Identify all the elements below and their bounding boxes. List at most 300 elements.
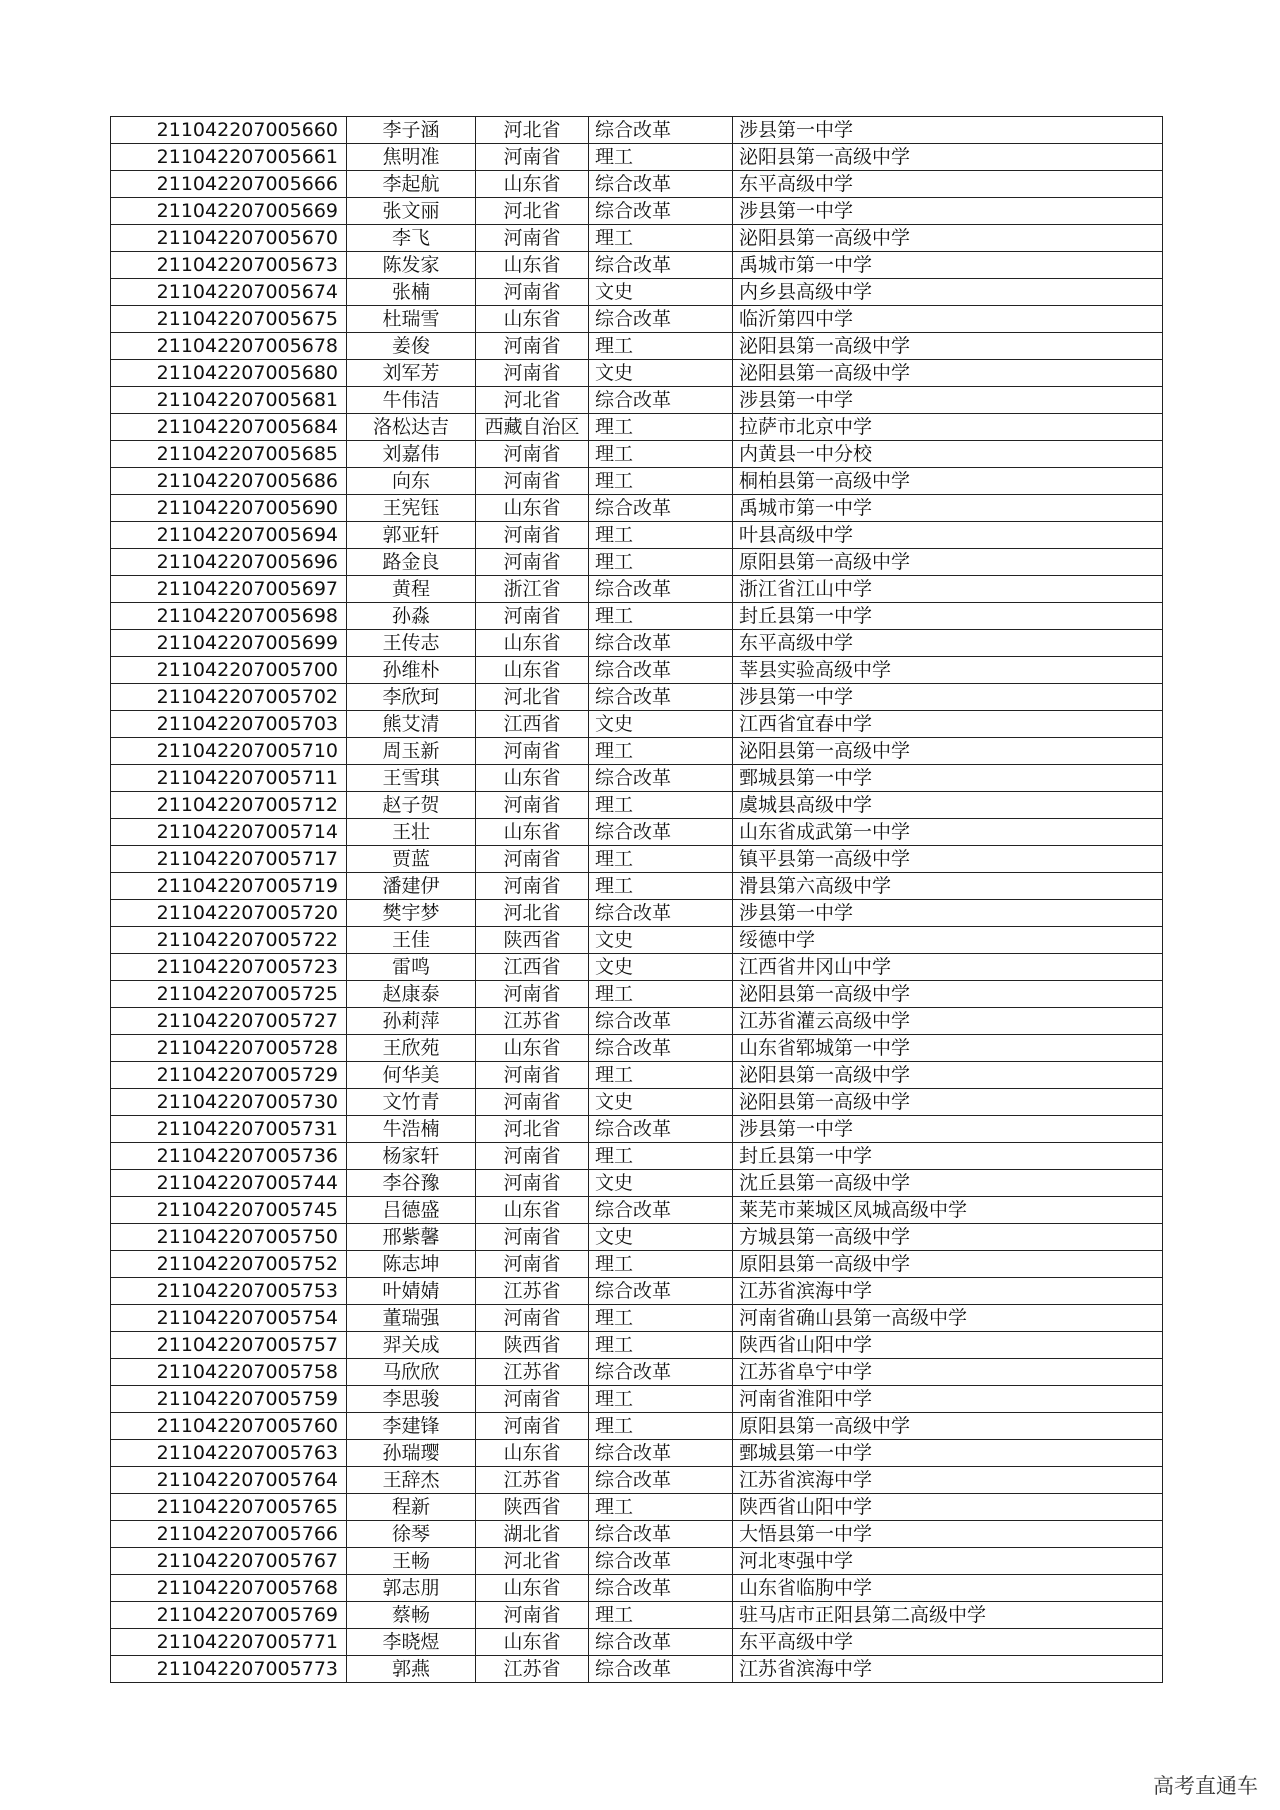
province-cell: 河南省	[476, 441, 589, 468]
student-name-cell: 赵康泰	[347, 981, 476, 1008]
school-cell: 河北枣强中学	[733, 1548, 1163, 1575]
province-cell: 河南省	[476, 1602, 589, 1629]
candidate-id-cell: 211042207005711	[111, 765, 347, 792]
province-cell: 河南省	[476, 1062, 589, 1089]
table-row	[111, 1224, 1163, 1251]
candidate-id-cell: 211042207005754	[111, 1305, 347, 1332]
subject-type-cell: 文史	[589, 1089, 733, 1116]
table-row	[111, 522, 1163, 549]
subject-type-cell: 综合改革	[589, 630, 733, 657]
province-cell: 河南省	[476, 468, 589, 495]
table-row	[111, 765, 1163, 792]
candidate-id-cell: 211042207005702	[111, 684, 347, 711]
province-cell: 河南省	[476, 225, 589, 252]
student-name-cell: 樊宇梦	[347, 900, 476, 927]
subject-type-cell: 理工	[589, 846, 733, 873]
school-cell: 江苏省滨海中学	[733, 1467, 1163, 1494]
school-cell: 方城县第一高级中学	[733, 1224, 1163, 1251]
student-name-cell: 雷鸣	[347, 954, 476, 981]
table-row	[111, 1143, 1163, 1170]
school-cell: 陕西省山阳中学	[733, 1494, 1163, 1521]
subject-type-cell: 文史	[589, 279, 733, 306]
candidate-id-cell: 211042207005763	[111, 1440, 347, 1467]
school-cell: 浙江省江山中学	[733, 576, 1163, 603]
table-row	[111, 1359, 1163, 1386]
province-cell: 河北省	[476, 1548, 589, 1575]
table-row	[111, 1440, 1163, 1467]
school-cell: 江苏省阜宁中学	[733, 1359, 1163, 1386]
subject-type-cell: 理工	[589, 414, 733, 441]
student-name-cell: 杨家轩	[347, 1143, 476, 1170]
table-row	[111, 1305, 1163, 1332]
province-cell: 河南省	[476, 873, 589, 900]
candidate-id-cell: 211042207005690	[111, 495, 347, 522]
student-name-cell: 马欣欣	[347, 1359, 476, 1386]
school-cell: 虞城县高级中学	[733, 792, 1163, 819]
table-row	[111, 117, 1163, 144]
student-name-cell: 刘军芳	[347, 360, 476, 387]
school-cell: 滑县第六高级中学	[733, 873, 1163, 900]
candidate-id-cell: 211042207005669	[111, 198, 347, 225]
province-cell: 山东省	[476, 630, 589, 657]
student-name-cell: 孙淼	[347, 603, 476, 630]
admission-list-body	[111, 117, 1163, 1683]
candidate-id-cell: 211042207005729	[111, 1062, 347, 1089]
candidate-id-cell: 211042207005686	[111, 468, 347, 495]
subject-type-cell: 综合改革	[589, 1629, 733, 1656]
subject-type-cell: 理工	[589, 468, 733, 495]
school-cell: 沈丘县第一高级中学	[733, 1170, 1163, 1197]
candidate-id-cell: 211042207005666	[111, 171, 347, 198]
student-name-cell: 何华美	[347, 1062, 476, 1089]
candidate-id-cell: 211042207005758	[111, 1359, 347, 1386]
student-name-cell: 郭志朋	[347, 1575, 476, 1602]
subject-type-cell: 理工	[589, 1413, 733, 1440]
school-cell: 禹城市第一中学	[733, 495, 1163, 522]
school-cell: 陕西省山阳中学	[733, 1332, 1163, 1359]
candidate-id-cell: 211042207005696	[111, 549, 347, 576]
candidate-id-cell: 211042207005757	[111, 1332, 347, 1359]
table-row	[111, 468, 1163, 495]
subject-type-cell: 综合改革	[589, 819, 733, 846]
table-row	[111, 1548, 1163, 1575]
province-cell: 江苏省	[476, 1656, 589, 1683]
school-cell: 禹城市第一中学	[733, 252, 1163, 279]
student-name-cell: 孙维朴	[347, 657, 476, 684]
province-cell: 山东省	[476, 1035, 589, 1062]
subject-type-cell: 文史	[589, 1224, 733, 1251]
province-cell: 山东省	[476, 1629, 589, 1656]
candidate-id-cell: 211042207005731	[111, 1116, 347, 1143]
subject-type-cell: 综合改革	[589, 1035, 733, 1062]
province-cell: 河南省	[476, 1413, 589, 1440]
candidate-id-cell: 211042207005675	[111, 306, 347, 333]
school-cell: 山东省临朐中学	[733, 1575, 1163, 1602]
student-name-cell: 徐琴	[347, 1521, 476, 1548]
subject-type-cell: 文史	[589, 954, 733, 981]
province-cell: 河南省	[476, 1089, 589, 1116]
candidate-id-cell: 211042207005766	[111, 1521, 347, 1548]
province-cell: 河南省	[476, 846, 589, 873]
student-name-cell: 洛松达吉	[347, 414, 476, 441]
subject-type-cell: 理工	[589, 981, 733, 1008]
student-name-cell: 郭燕	[347, 1656, 476, 1683]
province-cell: 山东省	[476, 1575, 589, 1602]
subject-type-cell: 综合改革	[589, 198, 733, 225]
subject-type-cell: 理工	[589, 1251, 733, 1278]
candidate-id-cell: 211042207005769	[111, 1602, 347, 1629]
table-row	[111, 900, 1163, 927]
table-row	[111, 306, 1163, 333]
subject-type-cell: 综合改革	[589, 306, 733, 333]
candidate-id-cell: 211042207005712	[111, 792, 347, 819]
candidate-id-cell: 211042207005768	[111, 1575, 347, 1602]
province-cell: 河北省	[476, 387, 589, 414]
student-name-cell: 叶婧婧	[347, 1278, 476, 1305]
candidate-id-cell: 211042207005700	[111, 657, 347, 684]
subject-type-cell: 文史	[589, 711, 733, 738]
table-row	[111, 1413, 1163, 1440]
candidate-id-cell: 211042207005678	[111, 333, 347, 360]
province-cell: 山东省	[476, 252, 589, 279]
candidate-id-cell: 211042207005725	[111, 981, 347, 1008]
province-cell: 山东省	[476, 495, 589, 522]
subject-type-cell: 理工	[589, 603, 733, 630]
school-cell: 山东省成武第一中学	[733, 819, 1163, 846]
candidate-id-cell: 211042207005714	[111, 819, 347, 846]
candidate-id-cell: 211042207005723	[111, 954, 347, 981]
table-row	[111, 711, 1163, 738]
candidate-id-cell: 211042207005765	[111, 1494, 347, 1521]
school-cell: 河南省确山县第一高级中学	[733, 1305, 1163, 1332]
subject-type-cell: 综合改革	[589, 576, 733, 603]
subject-type-cell: 理工	[589, 441, 733, 468]
school-cell: 鄄城县第一中学	[733, 765, 1163, 792]
student-name-cell: 焦明准	[347, 144, 476, 171]
student-name-cell: 姜俊	[347, 333, 476, 360]
subject-type-cell: 综合改革	[589, 171, 733, 198]
watermark-text: 高考直通车	[1153, 1774, 1258, 1798]
candidate-id-cell: 211042207005719	[111, 873, 347, 900]
candidate-id-cell: 211042207005694	[111, 522, 347, 549]
subject-type-cell: 综合改革	[589, 1008, 733, 1035]
student-name-cell: 王欣苑	[347, 1035, 476, 1062]
subject-type-cell: 综合改革	[589, 1467, 733, 1494]
student-name-cell: 周玉新	[347, 738, 476, 765]
subject-type-cell: 综合改革	[589, 684, 733, 711]
subject-type-cell: 理工	[589, 792, 733, 819]
school-cell: 内黄县一中分校	[733, 441, 1163, 468]
subject-type-cell: 理工	[589, 1062, 733, 1089]
candidate-id-cell: 211042207005673	[111, 252, 347, 279]
subject-type-cell: 综合改革	[589, 900, 733, 927]
school-cell: 泌阳县第一高级中学	[733, 1062, 1163, 1089]
student-name-cell: 文竹青	[347, 1089, 476, 1116]
school-cell: 内乡县高级中学	[733, 279, 1163, 306]
candidate-id-cell: 211042207005728	[111, 1035, 347, 1062]
table-row	[111, 630, 1163, 657]
subject-type-cell: 综合改革	[589, 1197, 733, 1224]
subject-type-cell: 理工	[589, 1386, 733, 1413]
student-name-cell: 陈志坤	[347, 1251, 476, 1278]
province-cell: 江苏省	[476, 1278, 589, 1305]
province-cell: 山东省	[476, 1197, 589, 1224]
school-cell: 泌阳县第一高级中学	[733, 1089, 1163, 1116]
student-name-cell: 向东	[347, 468, 476, 495]
candidate-id-cell: 211042207005773	[111, 1656, 347, 1683]
table-row	[111, 198, 1163, 225]
table-row	[111, 1629, 1163, 1656]
candidate-id-cell: 211042207005698	[111, 603, 347, 630]
student-name-cell: 牛伟洁	[347, 387, 476, 414]
student-name-cell: 王宪钰	[347, 495, 476, 522]
student-name-cell: 杜瑞雪	[347, 306, 476, 333]
subject-type-cell: 理工	[589, 1332, 733, 1359]
school-cell: 涉县第一中学	[733, 117, 1163, 144]
province-cell: 山东省	[476, 171, 589, 198]
table-row	[111, 603, 1163, 630]
province-cell: 河南省	[476, 522, 589, 549]
subject-type-cell: 综合改革	[589, 1656, 733, 1683]
table-row	[111, 1089, 1163, 1116]
student-name-cell: 李晓煜	[347, 1629, 476, 1656]
province-cell: 西藏自治区	[476, 414, 589, 441]
province-cell: 河南省	[476, 981, 589, 1008]
student-name-cell: 邢紫馨	[347, 1224, 476, 1251]
province-cell: 河南省	[476, 1170, 589, 1197]
subject-type-cell: 理工	[589, 738, 733, 765]
province-cell: 河南省	[476, 738, 589, 765]
school-cell: 莱芜市莱城区凤城高级中学	[733, 1197, 1163, 1224]
table-row	[111, 873, 1163, 900]
candidate-id-cell: 211042207005680	[111, 360, 347, 387]
subject-type-cell: 综合改革	[589, 495, 733, 522]
province-cell: 山东省	[476, 306, 589, 333]
student-name-cell: 潘建伊	[347, 873, 476, 900]
candidate-id-cell: 211042207005710	[111, 738, 347, 765]
school-cell: 涉县第一中学	[733, 684, 1163, 711]
candidate-id-cell: 211042207005674	[111, 279, 347, 306]
school-cell: 江苏省灌云高级中学	[733, 1008, 1163, 1035]
table-row	[111, 792, 1163, 819]
school-cell: 泌阳县第一高级中学	[733, 333, 1163, 360]
candidate-id-cell: 211042207005730	[111, 1089, 347, 1116]
student-name-cell: 李飞	[347, 225, 476, 252]
candidate-id-cell: 211042207005699	[111, 630, 347, 657]
school-cell: 原阳县第一高级中学	[733, 1251, 1163, 1278]
table-row	[111, 1467, 1163, 1494]
table-row	[111, 1278, 1163, 1305]
table-row	[111, 738, 1163, 765]
student-name-cell: 王雪琪	[347, 765, 476, 792]
subject-type-cell: 理工	[589, 333, 733, 360]
province-cell: 河北省	[476, 198, 589, 225]
subject-type-cell: 文史	[589, 360, 733, 387]
school-cell: 鄄城县第一中学	[733, 1440, 1163, 1467]
candidate-id-cell: 211042207005660	[111, 117, 347, 144]
student-name-cell: 黄程	[347, 576, 476, 603]
table-row	[111, 954, 1163, 981]
school-cell: 封丘县第一中学	[733, 603, 1163, 630]
candidate-id-cell: 211042207005760	[111, 1413, 347, 1440]
candidate-id-cell: 211042207005717	[111, 846, 347, 873]
student-name-cell: 赵子贺	[347, 792, 476, 819]
candidate-id-cell: 211042207005703	[111, 711, 347, 738]
school-cell: 叶县高级中学	[733, 522, 1163, 549]
candidate-id-cell: 211042207005685	[111, 441, 347, 468]
school-cell: 临沂第四中学	[733, 306, 1163, 333]
subject-type-cell: 综合改革	[589, 1575, 733, 1602]
school-cell: 东平高级中学	[733, 171, 1163, 198]
student-name-cell: 羿关成	[347, 1332, 476, 1359]
school-cell: 山东省郓城第一中学	[733, 1035, 1163, 1062]
province-cell: 陕西省	[476, 1332, 589, 1359]
table-row	[111, 846, 1163, 873]
school-cell: 河南省淮阳中学	[733, 1386, 1163, 1413]
student-name-cell: 张楠	[347, 279, 476, 306]
table-row	[111, 1332, 1163, 1359]
subject-type-cell: 综合改革	[589, 117, 733, 144]
school-cell: 江苏省滨海中学	[733, 1278, 1163, 1305]
student-name-cell: 孙莉萍	[347, 1008, 476, 1035]
table-row	[111, 549, 1163, 576]
student-name-cell: 王壮	[347, 819, 476, 846]
province-cell: 陕西省	[476, 927, 589, 954]
table-row	[111, 927, 1163, 954]
school-cell: 泌阳县第一高级中学	[733, 360, 1163, 387]
subject-type-cell: 理工	[589, 1305, 733, 1332]
student-name-cell: 吕德盛	[347, 1197, 476, 1224]
subject-type-cell: 理工	[589, 873, 733, 900]
candidate-id-cell: 211042207005684	[111, 414, 347, 441]
table-row	[111, 684, 1163, 711]
student-name-cell: 李子涵	[347, 117, 476, 144]
subject-type-cell: 综合改革	[589, 1440, 733, 1467]
school-cell: 泌阳县第一高级中学	[733, 738, 1163, 765]
table-row	[111, 1197, 1163, 1224]
table-row	[111, 576, 1163, 603]
subject-type-cell: 文史	[589, 927, 733, 954]
table-row	[111, 1575, 1163, 1602]
table-row	[111, 279, 1163, 306]
student-name-cell: 牛浩楠	[347, 1116, 476, 1143]
student-name-cell: 王传志	[347, 630, 476, 657]
school-cell: 桐柏县第一高级中学	[733, 468, 1163, 495]
candidate-id-cell: 211042207005752	[111, 1251, 347, 1278]
school-cell: 东平高级中学	[733, 1629, 1163, 1656]
province-cell: 河北省	[476, 117, 589, 144]
candidate-id-cell: 211042207005736	[111, 1143, 347, 1170]
school-cell: 东平高级中学	[733, 630, 1163, 657]
table-row	[111, 1602, 1163, 1629]
subject-type-cell: 综合改革	[589, 387, 733, 414]
student-name-cell: 李欣珂	[347, 684, 476, 711]
province-cell: 江苏省	[476, 1467, 589, 1494]
province-cell: 河北省	[476, 1116, 589, 1143]
province-cell: 山东省	[476, 819, 589, 846]
table-row	[111, 1494, 1163, 1521]
school-cell: 封丘县第一中学	[733, 1143, 1163, 1170]
candidate-id-cell: 211042207005744	[111, 1170, 347, 1197]
student-name-cell: 熊艾清	[347, 711, 476, 738]
candidate-id-cell: 211042207005753	[111, 1278, 347, 1305]
student-name-cell: 张文丽	[347, 198, 476, 225]
school-cell: 泌阳县第一高级中学	[733, 144, 1163, 171]
table-row	[111, 387, 1163, 414]
student-name-cell: 贾蓝	[347, 846, 476, 873]
province-cell: 河北省	[476, 684, 589, 711]
subject-type-cell: 综合改革	[589, 1116, 733, 1143]
province-cell: 浙江省	[476, 576, 589, 603]
table-row	[111, 1521, 1163, 1548]
student-name-cell: 刘嘉伟	[347, 441, 476, 468]
province-cell: 陕西省	[476, 1494, 589, 1521]
school-cell: 原阳县第一高级中学	[733, 549, 1163, 576]
candidate-id-cell: 211042207005750	[111, 1224, 347, 1251]
table-row	[111, 441, 1163, 468]
table-row	[111, 657, 1163, 684]
province-cell: 河南省	[476, 603, 589, 630]
table-row	[111, 495, 1163, 522]
province-cell: 河南省	[476, 1251, 589, 1278]
school-cell: 泌阳县第一高级中学	[733, 981, 1163, 1008]
subject-type-cell: 文史	[589, 1170, 733, 1197]
province-cell: 河南省	[476, 1305, 589, 1332]
table-row	[111, 1035, 1163, 1062]
school-cell: 涉县第一中学	[733, 900, 1163, 927]
school-cell: 原阳县第一高级中学	[733, 1413, 1163, 1440]
province-cell: 江苏省	[476, 1008, 589, 1035]
subject-type-cell: 综合改革	[589, 252, 733, 279]
student-name-cell: 王畅	[347, 1548, 476, 1575]
subject-type-cell: 综合改革	[589, 1359, 733, 1386]
candidate-id-cell: 211042207005670	[111, 225, 347, 252]
school-cell: 驻马店市正阳县第二高级中学	[733, 1602, 1163, 1629]
school-cell: 大悟县第一中学	[733, 1521, 1163, 1548]
table-row	[111, 144, 1163, 171]
school-cell: 涉县第一中学	[733, 198, 1163, 225]
school-cell: 江西省井冈山中学	[733, 954, 1163, 981]
candidate-id-cell: 211042207005764	[111, 1467, 347, 1494]
candidate-id-cell: 211042207005720	[111, 900, 347, 927]
province-cell: 河北省	[476, 900, 589, 927]
table-row	[111, 819, 1163, 846]
candidate-id-cell: 211042207005745	[111, 1197, 347, 1224]
subject-type-cell: 综合改革	[589, 1548, 733, 1575]
subject-type-cell: 理工	[589, 144, 733, 171]
student-name-cell: 王佳	[347, 927, 476, 954]
subject-type-cell: 综合改革	[589, 765, 733, 792]
student-name-cell: 李谷豫	[347, 1170, 476, 1197]
subject-type-cell: 综合改革	[589, 1278, 733, 1305]
table-row	[111, 171, 1163, 198]
student-name-cell: 孙瑞璎	[347, 1440, 476, 1467]
table-row	[111, 1656, 1163, 1683]
student-name-cell: 郭亚轩	[347, 522, 476, 549]
school-cell: 江苏省滨海中学	[733, 1656, 1163, 1683]
student-name-cell: 李起航	[347, 171, 476, 198]
province-cell: 江西省	[476, 954, 589, 981]
table-row	[111, 414, 1163, 441]
candidate-id-cell: 211042207005771	[111, 1629, 347, 1656]
candidate-id-cell: 211042207005661	[111, 144, 347, 171]
student-name-cell: 王辞杰	[347, 1467, 476, 1494]
school-cell: 江西省宜春中学	[733, 711, 1163, 738]
school-cell: 绥德中学	[733, 927, 1163, 954]
subject-type-cell: 综合改革	[589, 657, 733, 684]
province-cell: 山东省	[476, 1440, 589, 1467]
province-cell: 河南省	[476, 333, 589, 360]
